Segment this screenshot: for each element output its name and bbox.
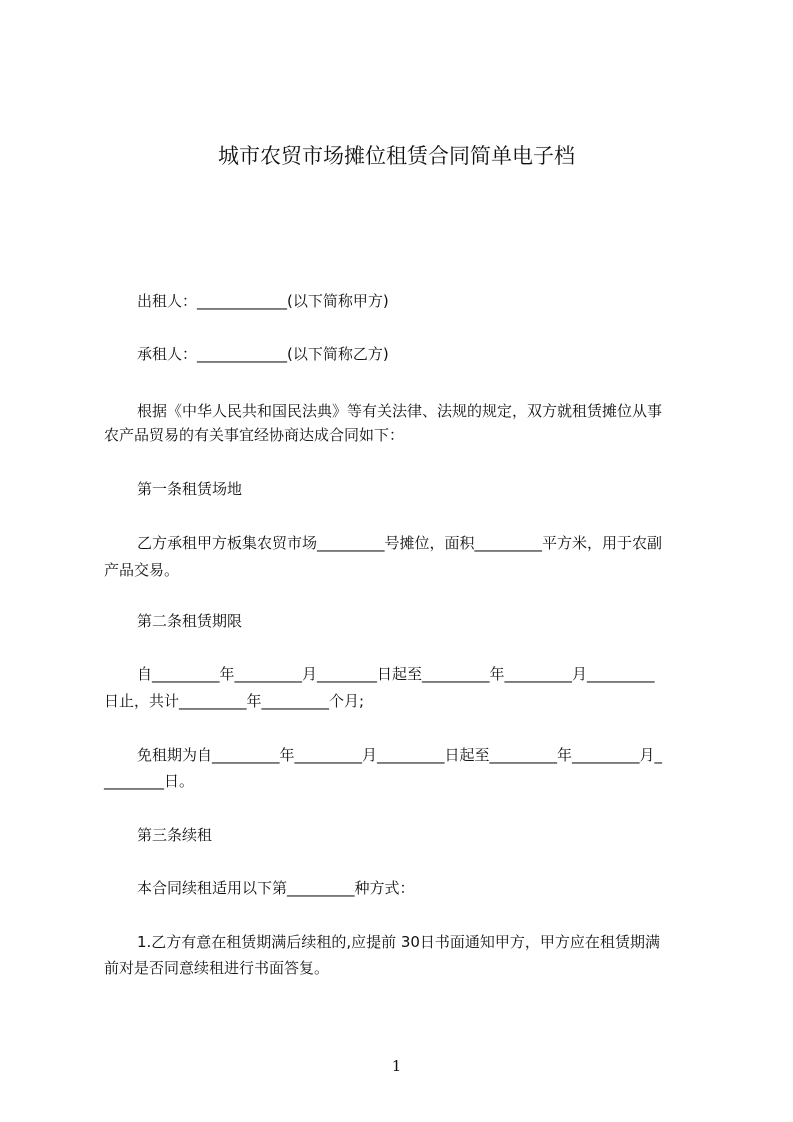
article-1-heading: 第一条租赁场地 (137, 480, 243, 498)
preamble-line-2: 农产品贸易的有关事宜经协商达成合同如下： (104, 426, 405, 444)
rent-free-line-1: 免租期为自_________年_________月_________日起至_________年_________月_ (137, 746, 663, 764)
rent-free-line-2: ________日。 (104, 772, 195, 790)
preamble-line-1: 根据《中华人民共和国民法典》等有关法律、法规的规定，双方就租赁摊位从事 (137, 402, 663, 420)
lessor-line: 出租人：____________(以下简称甲方) (137, 292, 389, 310)
article-1-text-line-1: 乙方承租甲方板集农贸市场_________号摊位，面积_________平方米，用于农副 (137, 534, 663, 552)
renewal-clause-line-1: 1.乙方有意在租赁期满后续租的,应提前 30日书面通知甲方，甲方应在租赁期满 (137, 933, 660, 951)
article-2-heading: 第二条租赁期限 (137, 612, 243, 630)
article-1-text-line-2: 产品交易。 (104, 561, 180, 579)
renewal-clause-line-2: 前对是否同意续租进行书面答复。 (104, 959, 330, 977)
article-3-heading: 第三条续租 (137, 826, 213, 844)
lease-term-line-2: 日止，共计_________年_________个月; (104, 692, 365, 710)
lease-term-line-1: 自_________年_________月________日起至_________年_________月_________ (137, 665, 655, 683)
page-number: 1 (391, 1057, 402, 1075)
lessee-line: 承租人：____________(以下简称乙方) (137, 345, 389, 363)
document-title: 城市农贸市场摊位租赁合同简单电子档 (218, 144, 575, 168)
renewal-method-line: 本合同续租适用以下第_________种方式： (137, 879, 415, 897)
